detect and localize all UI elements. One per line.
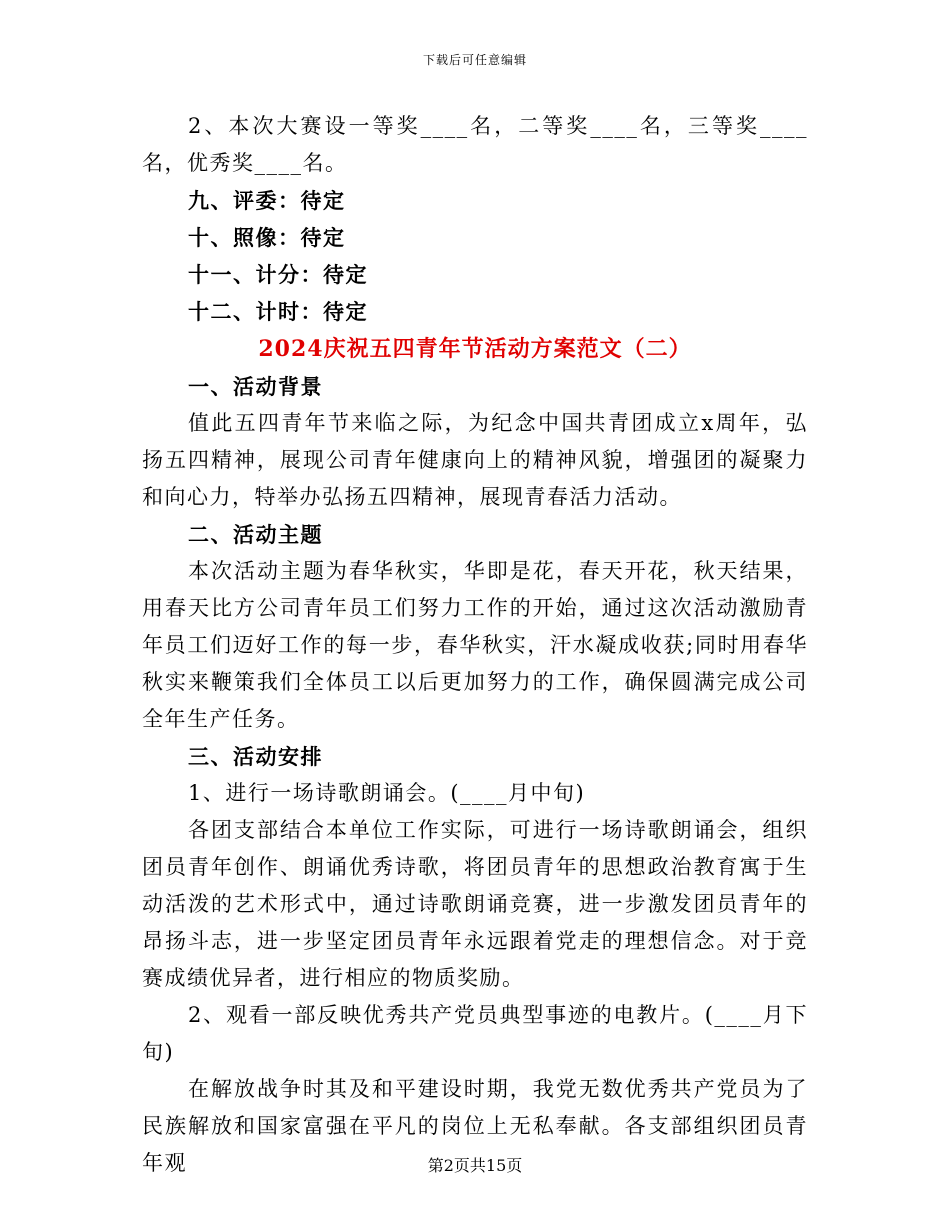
heading-background: 一、活动背景 [188, 374, 323, 399]
heading-theme: 二、活动主题 [188, 522, 323, 547]
paragraph-awards: 2、本次大赛设一等奖____名，二等奖____名，三等奖____名，优秀奖____名。 [142, 114, 808, 175]
section-title: 2024庆祝五四青年节活动方案范文（二） [258, 336, 692, 362]
heading-arrangements: 三、活动安排 [188, 744, 323, 769]
document-body [142, 108, 808, 1182]
heading-photography: 十、照像：待定 [188, 225, 346, 250]
paragraph-theme: 本次活动主题为春华秋实，华即是花，春天开花，秋天结果，用春天比方公司青年员工们努力工作的开始，通过这次活动激励青年员工们迈好工作的每一步，春华秋实，汗水凝成收获;同时用春华秋实来鞭策我们全体员工以后更加努力的工作，确保圆满完成公司全年生产任务。 [142, 559, 808, 731]
heading-scoring: 十一、计分：待定 [188, 262, 368, 287]
heading-judges: 九、评委：待定 [188, 188, 346, 213]
paragraph-item-2-detail: 在解放战争时其及和平建设时期，我党无数优秀共产党员为了民族解放和国家富强在平凡的岗位上无私奉献。各支部组织团员青年观 [142, 1077, 808, 1175]
heading-timing: 十二、计时：待定 [188, 299, 368, 324]
page-footer: 第2页共15页 [427, 1156, 523, 1175]
page-header: 下载后可任意编辑 [422, 53, 527, 67]
paragraph-item-2: 2、观看一部反映优秀共产党员典型事迹的电教片。(____月下旬) [142, 1003, 808, 1064]
paragraph-item-1: 1、进行一场诗歌朗诵会。(____月中旬) [188, 781, 586, 805]
paragraph-background: 值此五四青年节来临之际，为纪念中国共青团成立x周年，弘扬五四精神，展现公司青年健康向上的精神风貌，增强团的凝聚力和向心力，特举办弘扬五四精神，展现青春活力活动。 [142, 411, 808, 509]
paragraph-item-1-detail: 各团支部结合本单位工作实际，可进行一场诗歌朗诵会，组织团员青年创作、朗诵优秀诗歌，将团员青年的思想政治教育寓于生动活泼的艺术形式中，通过诗歌朗诵竞赛，进一步激发团员青年的昂扬斗志，进一步坚定团员青年永远跟着党走的理想信念。对于竞赛成绩优异者，进行相应的物质奖励。 [142, 818, 808, 990]
